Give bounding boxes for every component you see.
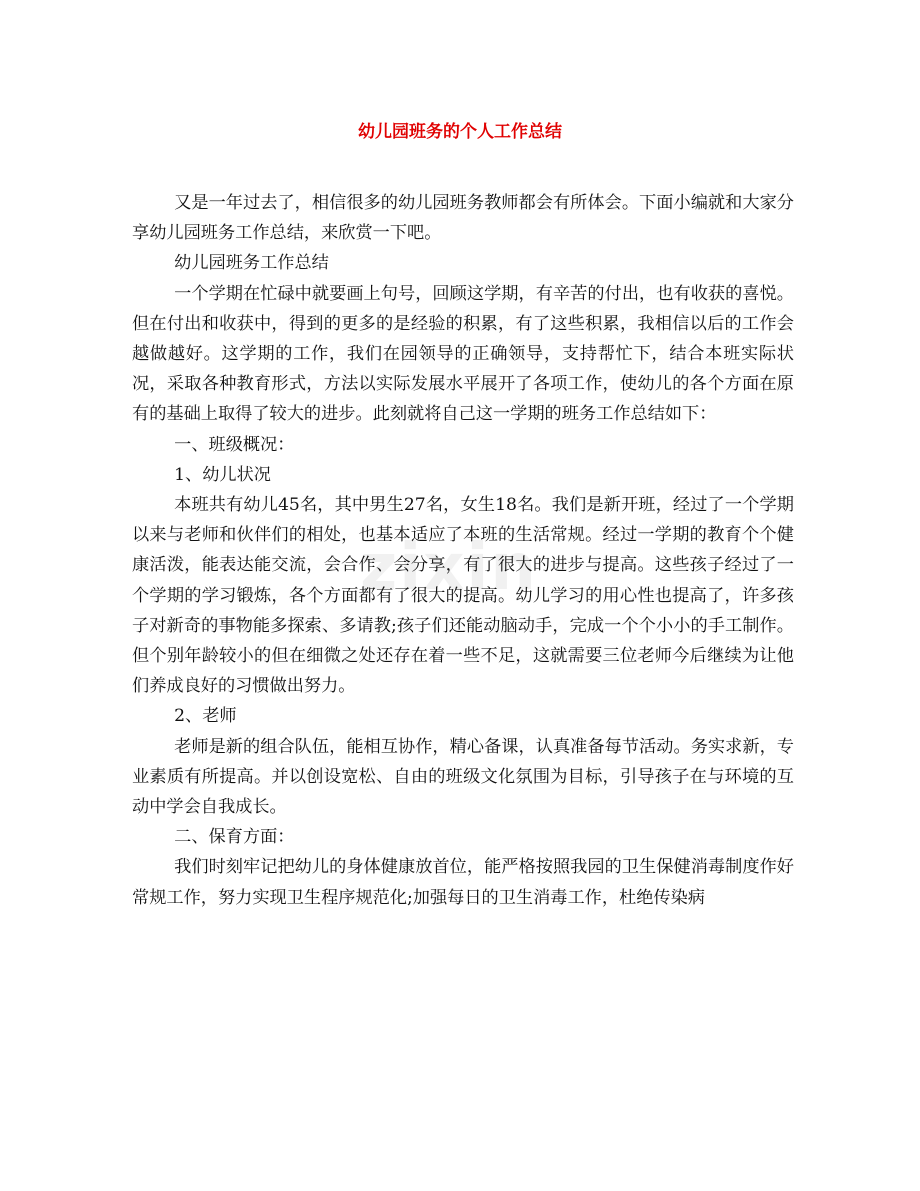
- body-paragraph: 本班共有幼儿45名，其中男生27名，女生18名。我们是新开班，经过了一个学期以来与老师和伙伴们的相处，也基本适应了本班的生活常规。经过一学期的教育个个健康活泼，能表达能交流，会合作、会分享，有了很大的进步与提高。这些孩子经过了一个学期的学习锻炼，各个方面都有了很大的提高。幼儿学习的用心性也提高了，许多孩子对新奇的事物能多探索、多请教;孩子们还能动脑动手，完成一个个小小的手工制作。但个别年龄较小的但在细微之处还存在着一些不足，这就需要三位老师今后继续为让他们养成良好的习惯做出努力。: [132, 495, 794, 697]
- watermark: zixin: [360, 531, 538, 605]
- section-heading: 一、班级概况：: [174, 434, 295, 455]
- body-paragraph: 一个学期在忙碌中就要画上句号，回顾这学期，有辛苦的付出，也有收获的喜悦。但在付出和收获中，得到的更多的是经验的积累，有了这些积累，我相信以后的工作会越做越好。这学期的工作，我们在园领导的正确领导，支持帮忙下，结合本班实际状况，采取各种教育形式，方法以实际发展水平展开了各项工作，使幼儿的各个方面在原有的基础上取得了较大的进步。此刻就将自己这一学期的班务工作总结如下：: [132, 283, 794, 425]
- intro-paragraph: 又是一年过去了，相信很多的幼儿园班务教师都会有所体会。下面小编就和大家分享幼儿园班务工作总结，来欣赏一下吧。: [132, 193, 794, 244]
- document-body: [132, 188, 794, 913]
- section-heading: 幼儿园班务工作总结: [174, 253, 329, 274]
- body-paragraph: 我们时刻牢记把幼儿的身体健康放首位，能严格按照我园的卫生保健消毒制度作好常规工作，努力实现卫生程序规范化;加强每日的卫生消毒工作，杜绝传染病: [132, 857, 794, 908]
- section-heading: 二、保育方面：: [174, 827, 295, 848]
- subsection-heading: 2、老师: [174, 706, 237, 727]
- body-paragraph: 老师是新的组合队伍，能相互协作，精心备课，认真准备每节活动。务实求新，专业素质有所提高。并以创设宽松、自由的班级文化氛围为目标，引导孩子在与环境的互动中学会自我成长。: [132, 736, 794, 818]
- subsection-heading: 1、幼儿状况: [174, 464, 271, 485]
- document-title: 幼儿园班务的个人工作总结: [358, 122, 562, 142]
